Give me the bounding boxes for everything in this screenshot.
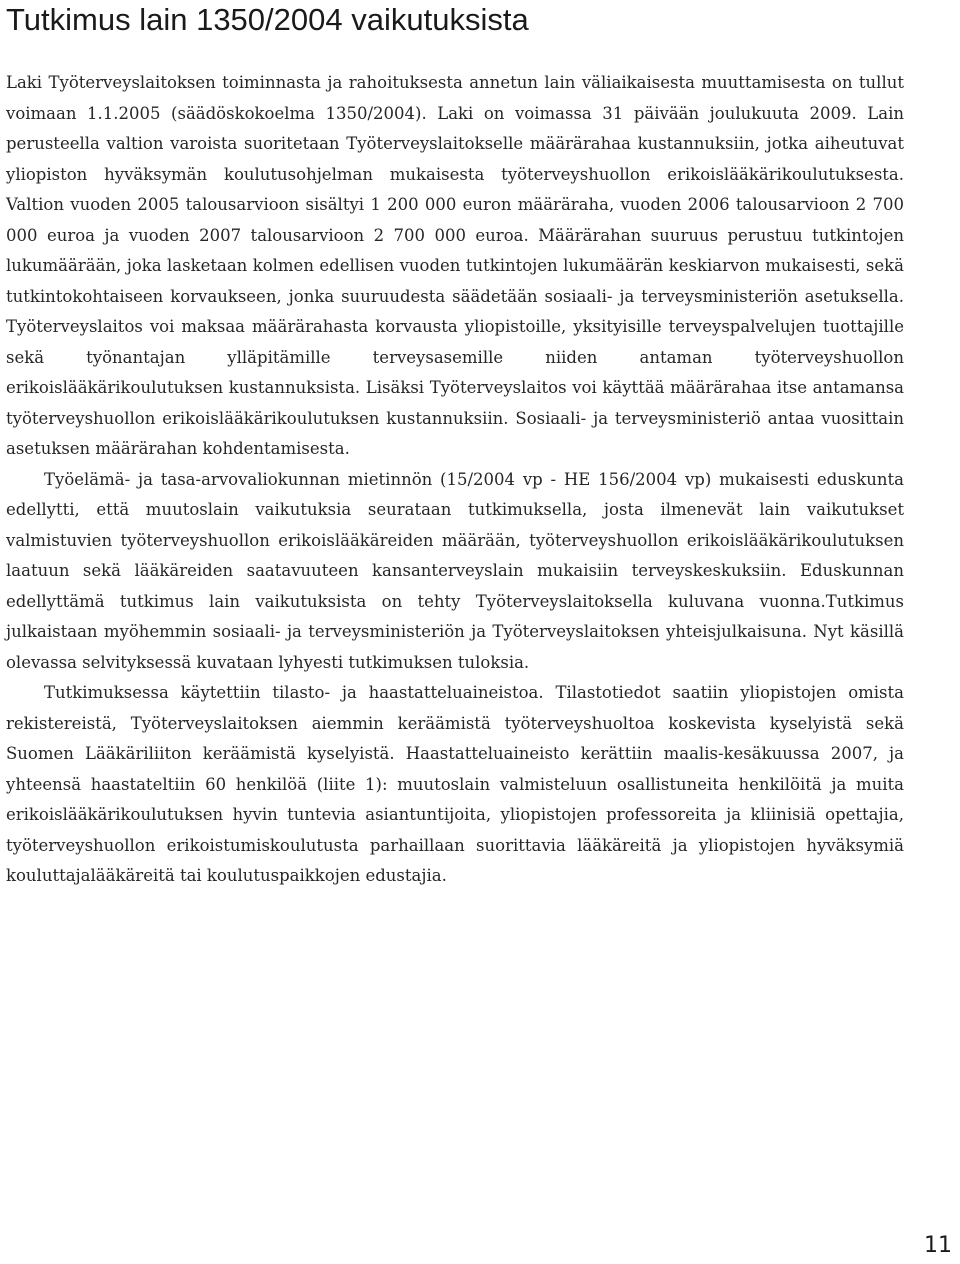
body-text — [6, 68, 904, 892]
paragraph-3: Tutkimuksessa käytettiin tilasto- ja haastatteluaineistoa. Tilastotiedot saatiin yliopistojen omista rekistereistä, Työterveyslaitoksen aiemmin keräämistä työterveyshuoltoa koskevista kyselyistä sekä Suomen Lääkäriliiton keräämistä kyselyistä. Haastatteluaineisto kerättiin maalis-kesäkuussa 2007, ja yhteensä haastateltiin 60 henkilöä (liite 1): muutoslain valmisteluun osallistuneita henkilöitä ja muita erikoislääkärikoulutuksen hyvin tuntevia asiantuntijoita, yliopistojen professoreita ja kliinisiä opettajia, työterveyshuollon erikoistumiskoulutusta parhaillaan suorittavia lääkäreitä ja yliopistojen hyväksymiä kouluttajalääkäreitä tai koulutuspaikkojen edustajia. — [6, 683, 904, 885]
page-title: Tutkimus lain 1350/2004 vaikutuksista — [6, 2, 529, 37]
paragraph-1: Laki Työterveyslaitoksen toiminnasta ja rahoituksesta annetun lain väliaikaisesta muuttamisesta on tullut voimaan 1.1.2005 (säädöskokoelma 1350/2004). Laki on voimassa 31 päivään joulukuuta 2009. Lain perusteella valtion varoista suoritetaan Työterveyslaitokselle määrärahaa kustannuksiin, jotka aiheutuvat yliopiston hyväksymän koulutusohjelman mukaisesta työterveyshuollon erikoislääkärikoulutuksesta. Valtion vuoden 2005 talousarvioon sisältyi 1 200 000 euron määräraha, vuoden 2006 talousarvioon 2 700 000 euroa ja vuoden 2007 talousarvioon 2 700 000 euroa. Määrärahan suuruus perustuu tutkintojen lukumäärään, joka lasketaan kolmen edellisen vuoden tutkintojen lukumäärän keskiarvon mukaisesti, sekä tutkintokohtaiseen korvaukseen, jonka suuruudesta säädetään sosiaali- ja terveysministeriön asetuksella. Työterveyslaitos voi maksaa määrärahasta korvausta yliopistoille, yksityisille terveyspalvelujen tuottajille sekä työnantajan ylläpitämille terveysasemille niiden antaman työterveyshuollon erikoislääkärikoulutuksen kustannuksista. Lisäksi Työterveyslaitos voi käyttää määrärahaa itse antamansa työterveyshuollon erikoislääkärikoulutuksen kustannuksiin. Sosiaali- ja terveysministeriö antaa vuosittain asetuksen määrärahan kohdentamisesta. — [6, 73, 904, 458]
paragraph-2: Työelämä- ja tasa-arvovaliokunnan mietinnön (15/2004 vp - HE 156/2004 vp) mukaisesti eduskunta edellytti, että muutoslain vaikutuksia seurataan tutkimuksella, josta ilmenevät lain vaikutukset valmistuvien työterveyshuollon erikoislääkäreiden määrään, työterveyshuollon erikoislääkärikoulutuksen laatuun sekä lääkäreiden saatavuuteen kansanterveyslain mukaisiin terveyskeskuksiin. Eduskunnan edellyttämä tutkimus lain vaikutuksista on tehty Työterveyslaitoksella kuluvana vuonna.Tutkimus julkaistaan myöhemmin sosiaali- ja terveysministeriön ja Työterveyslaitoksen yhteisjulkaisuna. Nyt käsillä olevassa selvityksessä kuvataan lyhyesti tutkimuksen tuloksia. — [6, 469, 904, 672]
page-number: 11 — [924, 1233, 952, 1258]
